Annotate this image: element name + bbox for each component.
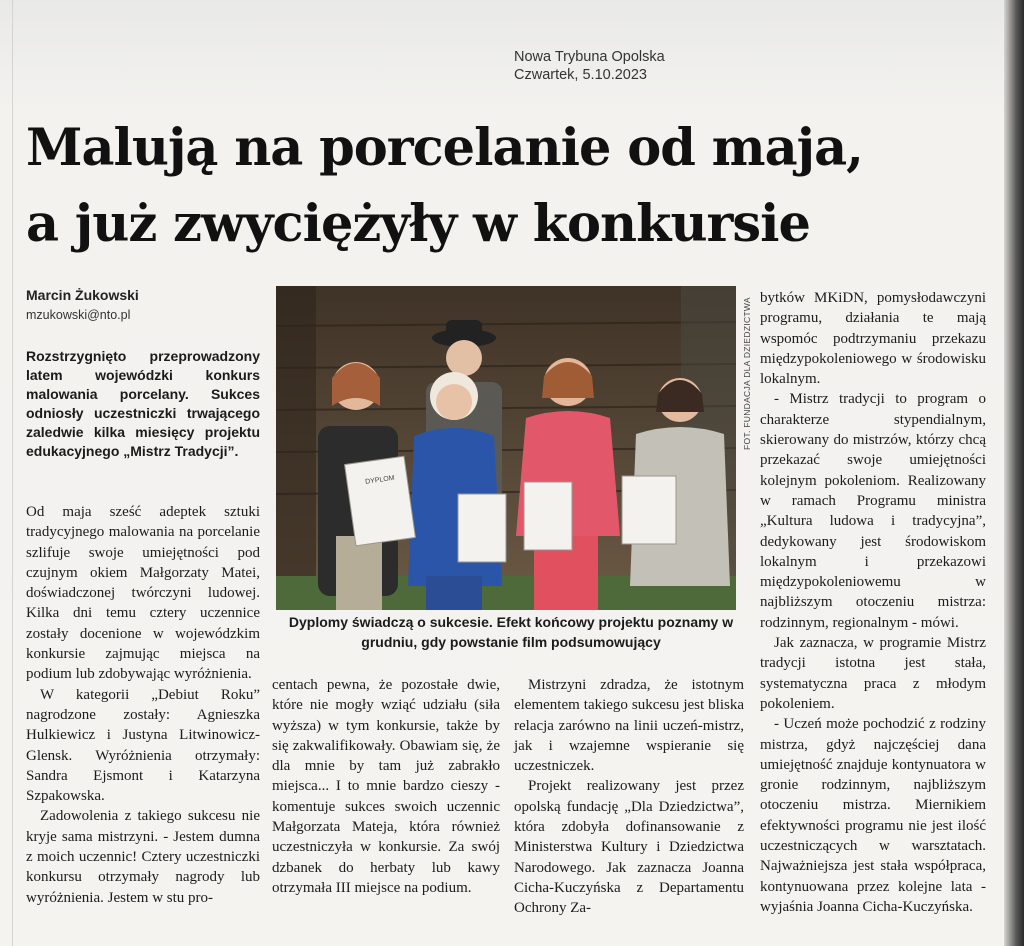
diploma: [622, 476, 676, 544]
page-edge-shadow: [1004, 0, 1024, 946]
masthead: [514, 48, 665, 84]
headline-line-2: a już zwyciężyły w konkursie: [26, 194, 810, 254]
author-name: Marcin Żukowski: [26, 287, 139, 303]
paragraph: centach pewna, że pozostałe dwie, które nie mogły wziąć udziału (siła wyższa) w tym konkursie, także by się zakwalifikowały. Obawiam się, że dla mnie by tam już zabrakło miejsca... I to mnie bardzo cieszy - komentuje sukces swoich uczennic Małgorzata Mateja, która również uczestniczyła w konkursie. Za swój dzbanek do herbaty lub kawy otrzymała III miejsce na podium.: [272, 677, 500, 896]
photo-illustration: [276, 286, 736, 610]
paragraph: Mistrzyni zdradza, że istotnym elementem takiego sukcesu jest bliska relacja zarówno na linii uczeń-mistrz, jak i wzajemne wspieranie się uczestniczek.: [514, 677, 744, 775]
paper-name: Nowa Trybuna Opolska: [514, 49, 665, 65]
paragraph: Projekt realizowany jest przez opolską fundację „Dla Dziedzictwa”, która zdobyła dofinansowanie z Ministerstwa Kultury i Dziedzictwa Narodowego. Jak zaznacza Joanna Cicha-Kuczyńska z Departamentu Ochrony Za-: [514, 778, 744, 917]
svg-text:DYPLOM: DYPLOM: [364, 474, 396, 486]
column-4: [760, 288, 986, 917]
paragraph: - Mistrz tradycji to program o charakterze stypendialnym, skierowany do mistrzów, którzy chcą przekazać swoje umiejętności kolejnym pokoleniom. Realizowany w ramach Programu ministra „Kultura ludowa i tradycyjna”, dedykowany jest środowiskom lokalnym i przekazowi międzypokoleniowemu w najbliższym otoczeniu mistrza: rodzinnym, regionalnym - mówi.: [760, 391, 986, 631]
issue-date: Czwartek, 5.10.2023: [514, 67, 647, 83]
headline-line-1: Malują na porcelanie od maja,: [26, 118, 863, 178]
column-2: [272, 675, 500, 898]
paragraph: - Uczeń może pochodzić z rodziny mistrza, gdyż najczęściej dana umiejętność znajduje kontynuatora w gronie rodzinnym, najbliższym otoczeniu mistrza. Miernikiem efektywności programu nie jest ilość uczestniczących w warsztatach. Najważniejsza jest stała współpraca, kontynuowana przez kolejne lata - wyjaśnia Joanna Cicha-Kuczyńska.: [760, 716, 986, 915]
photo-caption: Dyplomy świadczą o sukcesie. Efekt końcowy projektu poznamy w grudniu, gdy powstanie film podsumowujący: [288, 614, 734, 650]
column-1: [26, 502, 260, 908]
paragraph: Jak zaznacza, w programie Mistrz tradycji istotna jest stała, systematyczna praca z młodym pokoleniem.: [760, 635, 986, 712]
paragraph: bytków MKiDN, pomysłodawczyni programu, działania te mają wspomóc podtrzymaniu przekazu międzypokoleniowego w środowisku lokalnym.: [760, 290, 986, 388]
article-headline: [26, 110, 986, 262]
diploma: [345, 456, 416, 546]
paragraph: Od maja sześć adeptek sztuki tradycyjnego malowania na porcelanie szlifuje swoje umiejętności pod czujnym okiem Małgorzaty Matei, doświadczonej twórczyni ludowej. Kilka dni temu cztery uczennice zostały docenione w wojewódzkim konkursie zajmując miejsca na podium lub zdobywając wyróżnienia.: [26, 504, 260, 683]
diploma: [458, 494, 506, 562]
paragraph: W kategorii „Debiut Roku” nagrodzone zostały: Agnieszka Hulkiewicz i Justyna Litwinowicz-Glensk. Wyróżnienia otrzymały: Sandra Ejsmont i Katarzyna Szpakowska.: [26, 686, 260, 805]
author-email: mzukowski@nto.pl: [26, 308, 131, 322]
column-3: [514, 675, 744, 919]
photo-credit: FOT. FUNDACJA DLA DZIEDZICTWA: [742, 297, 752, 450]
page-fold-line: [12, 0, 13, 946]
diploma: [524, 482, 572, 550]
article-lead: Rozstrzygnięto przeprowadzony latem wojewódzki konkurs malowania porcelany. Sukces odniosły uczestniczki trwającego zaledwie kilka miesięcy projektu edukacyjnego „Mistrz Tradycji”.: [26, 348, 260, 459]
article-photo: [276, 286, 736, 610]
paragraph: Zadowolenia z takiego sukcesu nie kryje sama mistrzyni. - Jestem dumna z moich uczennic! Cztery uczestniczki konkursu otrzymały nagrody lub wyróżnienia. Jestem w stu pro-: [26, 808, 260, 906]
